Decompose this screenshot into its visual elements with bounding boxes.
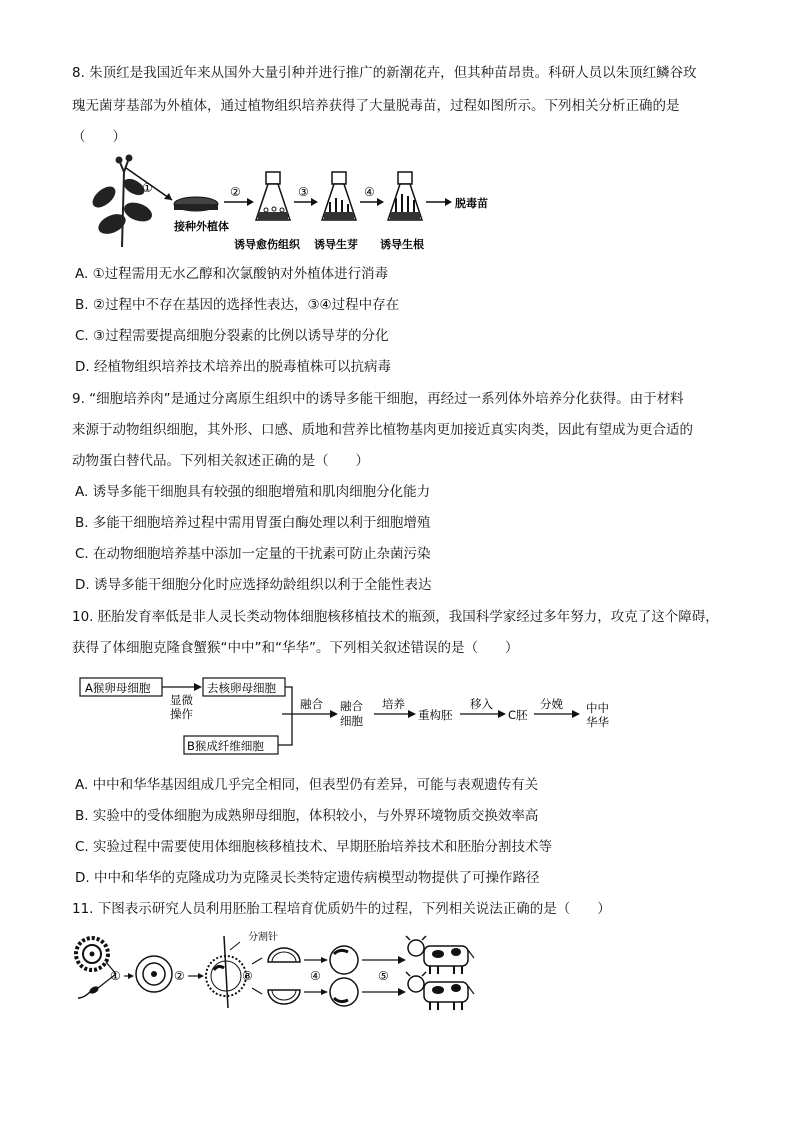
oocyte-icon: [76, 938, 108, 970]
q8-step3: ③: [298, 185, 309, 199]
q11-step1: ①: [110, 969, 121, 983]
q11-stem-line1: 11. 下图表示研究人员利用胚胎工程培育优质奶牛的过程，下列相关说法正确的是（ ）: [72, 901, 611, 917]
q10-fused-2: 细胞: [340, 714, 363, 728]
q8-option-a[interactable]: A. ①过程需用无水乙醇和次氯酸钠对外植体进行消毒: [75, 266, 389, 282]
q10-fused-1: 融合: [340, 699, 363, 713]
q9-option-c[interactable]: C. 在动物细胞培养基中添加一定量的干扰素可防止杂菌污染: [75, 546, 431, 562]
plant-icon: [90, 155, 154, 247]
q11-step3: ③: [242, 969, 253, 983]
q10-result-1: 中中: [586, 701, 609, 715]
q8-step4: ④: [364, 185, 375, 199]
q8-label-root: 诱导生根: [380, 238, 424, 251]
q10-option-c[interactable]: C. 实验过程中需要使用体细胞核移植技术、早期胚胎培养技术和胚胎分割技术等: [75, 839, 553, 855]
q10-cloning-flow-diagram: [74, 674, 634, 758]
q8-stem-line1: 8. 朱顶红是我国近年来从国外大量引种并进行推广的新潮花卉，但其种苗昂贵。科研人员以朱顶红鳞谷玫: [72, 65, 697, 81]
flask-icon: [388, 172, 422, 220]
q10-c-embryo: C胚: [508, 708, 528, 722]
q10-result-2: 华华: [586, 715, 609, 729]
q10-box-enucleated: 去核卵母细胞: [207, 681, 276, 695]
q9-option-b[interactable]: B. 多能干细胞培养过程中需用胃蛋白酶处理以利于细胞增殖: [75, 515, 431, 531]
q8-tissue-culture-figure: [74, 152, 494, 257]
q10-transfer: 移入: [470, 697, 493, 711]
q11-step5: ⑤: [378, 969, 389, 983]
embryo-icon: [330, 978, 358, 1006]
q9-option-a[interactable]: A. 诱导多能干细胞具有较强的细胞增殖和肌肉细胞分化能力: [75, 484, 431, 500]
q11-embryo-splitting-figure: [72, 928, 492, 1016]
flask-icon: [322, 172, 356, 220]
half-embryo-icon: [268, 990, 300, 1004]
q11-needle-label: 分割针: [248, 932, 278, 943]
q10-micro-2: 操作: [170, 707, 193, 721]
cow-icon: [406, 972, 474, 1010]
q10-fusion: 融合: [300, 697, 323, 711]
q10-delivery: 分娩: [540, 697, 563, 711]
q10-reconstructed: 重构胚: [418, 708, 453, 722]
half-embryo-icon: [268, 948, 300, 962]
q8-label-callus: 诱导愈伤组织: [234, 238, 300, 251]
q11-step4: ④: [310, 969, 321, 983]
embryo-icon: [330, 946, 358, 974]
sperm-icon: [78, 985, 100, 998]
q8-option-d[interactable]: D. 经植物组织培养技术培养出的脱毒植株可以抗病毒: [75, 359, 391, 375]
q8-option-c[interactable]: C. ③过程需要提高细胞分裂素的比例以诱导芽的分化: [75, 328, 389, 344]
q10-box-a: A猴卵母细胞: [85, 681, 151, 695]
q8-label-result: 脱毒苗: [455, 197, 488, 210]
q10-option-a[interactable]: A. 中中和华华基因组成几乎完全相同，但表型仍有差异，可能与表观遗传有关: [75, 777, 539, 793]
q11-step2: ②: [174, 969, 185, 983]
q8-label-bud: 诱导生芽: [314, 238, 358, 251]
q10-stem-line1: 10. 胚胎发育率低是非人灵长类动物体细胞核移植技术的瓶颈，我国科学家经过多年努力，攻克了这个障碍，: [72, 609, 719, 625]
q10-culture: 培养: [382, 697, 405, 711]
cow-icon: [406, 936, 474, 974]
q8-step2: ②: [230, 185, 241, 199]
q10-box-b: B猴成纤维细胞: [187, 739, 264, 753]
q9-stem-line3: 动物蛋白替代品。下列相关叙述正确的是（ ）: [72, 453, 369, 469]
q9-stem-line2: 来源于动物组织细胞，其外形、口感、质地和营养比植物基肉更加接近真实肉类，因此有望成为更合适的: [72, 422, 693, 438]
q9-stem-line1: 9. “细胞培养肉”是通过分离原生组织中的诱导多能干细胞，再经过一系列体外培养分化获得。由于材料: [72, 391, 684, 407]
q10-option-d[interactable]: D. 中中和华华的克隆成功为克隆灵长类特定遗传病模型动物提供了可操作路径: [75, 870, 540, 886]
q8-step1: ①: [142, 181, 153, 195]
zygote-icon: [136, 956, 172, 992]
q9-option-d[interactable]: D. 诱导多能干细胞分化时应选择幼龄组织以利于全能性表达: [75, 577, 432, 593]
q10-stem-line2: 获得了体细胞克隆食蟹猴“中中”和“华华”。下列相关叙述错误的是（ ）: [72, 640, 519, 656]
q8-option-b[interactable]: B. ②过程中不存在基因的选择性表达，③④过程中存在: [75, 297, 400, 313]
q10-option-b[interactable]: B. 实验中的受体细胞为成熟卵母细胞，体积较小，与外界环境物质交换效率高: [75, 808, 539, 824]
flask-icon: [256, 172, 290, 220]
q8-label-inoculate: 接种外植体: [174, 220, 229, 233]
q8-stem-line2: 瑰无菌芽基部为外植体，通过植物组织培养获得了大量脱毒苗，过程如图所示。下列相关分析正确的是: [72, 98, 680, 114]
q8-stem-line3: （ ）: [72, 129, 126, 145]
q10-micro-1: 显微: [170, 693, 193, 707]
